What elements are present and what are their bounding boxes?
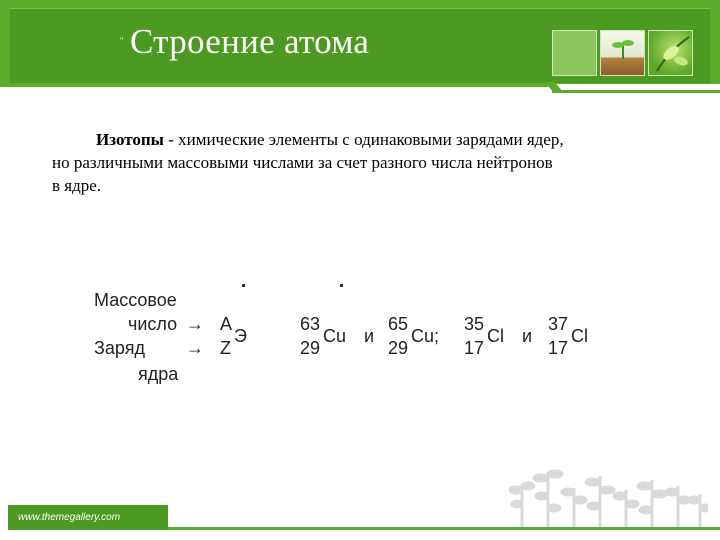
isotope-cl35-mass: 35 (464, 314, 485, 334)
general-charge: Z (220, 338, 231, 358)
isotope-cl35-charge: 17 (464, 338, 485, 358)
definition-line-1 (52, 128, 672, 151)
label-mass-line-1: Массовое (94, 290, 177, 310)
arrow-mass: → (186, 314, 204, 334)
isotope-definition (52, 128, 672, 197)
isotope-cu65-mass: 65 (388, 314, 409, 334)
isotope-cu65-charge: 29 (388, 338, 409, 358)
isotope-cl37-mass: 37 (548, 314, 569, 334)
slide-title: Строение атома (130, 22, 370, 61)
isotope-cl37-charge: 17 (548, 338, 569, 358)
general-mass: A (220, 314, 233, 334)
isotope-cu63-symbol: Cu (323, 326, 347, 346)
definition-line-1-rest: - химические элементы с одинаковыми зарядами ядер, (163, 130, 564, 149)
formula-dot (242, 284, 245, 287)
conjunction-2: и (522, 326, 533, 346)
header-divider-right (552, 90, 720, 93)
formula-dot (340, 284, 343, 287)
thumbnail-leaf-image (648, 30, 693, 76)
header-divider (0, 84, 548, 87)
isotope-cu63-mass: 63 (300, 314, 321, 334)
conjunction-1: и (364, 326, 375, 346)
thumbnail-sprout-image (600, 30, 645, 76)
isotope-formula-image (90, 270, 600, 390)
definition-line-3: в ядре. (52, 176, 102, 195)
arrow-charge: → (186, 338, 204, 358)
isotope-cu63-charge: 29 (300, 338, 321, 358)
plants-decoration-icon (508, 460, 708, 528)
isotope-cu65-symbol: Cu; (411, 326, 440, 346)
isotope-cl37-symbol: Cl (571, 326, 588, 346)
isotope-cl35-symbol: Cl (487, 326, 504, 346)
general-symbol: Э (234, 326, 247, 346)
footer-url[interactable]: www.themegallery.com (18, 512, 121, 523)
term-isotopes: Изотопы (96, 130, 164, 149)
label-mass-line-2: число (128, 314, 178, 334)
thumbnail-plain-green (552, 30, 597, 76)
definition-line-2: но различными массовыми числами за счет разного числа нейтронов (52, 153, 553, 172)
label-charge-line-2: ядра (138, 364, 179, 384)
label-charge-line-1: Заряд (94, 338, 145, 358)
footer-divider (168, 527, 720, 530)
title-mark: " (120, 36, 124, 46)
